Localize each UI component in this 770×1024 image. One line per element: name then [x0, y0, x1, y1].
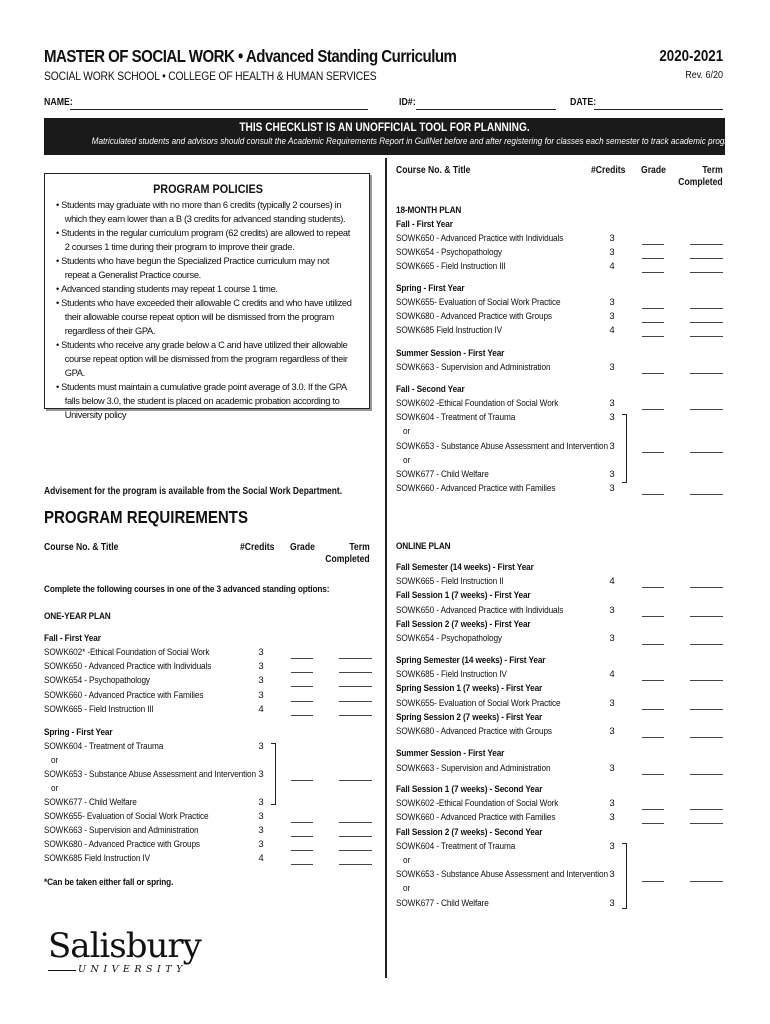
course-title: SOWK650 - Advanced Practice with Individuals: [396, 233, 564, 244]
course-title: SOWK663 - Supervision and Administration: [396, 763, 551, 774]
right-col-term: Term: [702, 165, 723, 176]
term-completed-blank[interactable]: [339, 672, 372, 673]
term-completed-blank[interactable]: [690, 452, 723, 453]
or-label: or: [51, 755, 59, 766]
grade-blank[interactable]: [642, 308, 664, 309]
grade-blank[interactable]: [642, 644, 664, 645]
course-title: SOWK665 - Field Instruction II: [396, 576, 504, 588]
course-title: SOWK685 Field Instruction IV: [44, 853, 150, 864]
term-heading: Spring Session 1 (7 weeks) - First Year: [396, 683, 543, 695]
term-completed-blank[interactable]: [690, 494, 723, 495]
term-completed-blank[interactable]: [690, 709, 723, 710]
left-col-completed: Completed: [325, 554, 370, 565]
revision-label: Rev. 6/20: [685, 70, 723, 81]
name-field[interactable]: [70, 109, 368, 110]
grade-blank[interactable]: [291, 701, 313, 702]
course-credits: 3: [609, 233, 615, 244]
course-credits: 4: [258, 853, 264, 864]
course-title: SOWK655- Evaluation of Social Work Practice: [396, 297, 561, 308]
logo-rule: [48, 970, 76, 971]
course-title: SOWK654 - Psychopathology: [44, 675, 150, 687]
term-completed-blank[interactable]: [690, 336, 723, 337]
term-completed-blank[interactable]: [339, 715, 372, 716]
document-title: MASTER OF SOCIAL WORK • Advanced Standing Curriculum: [44, 46, 457, 66]
course-credits: 3: [609, 247, 615, 258]
right-col-credits: #Credits: [591, 165, 626, 176]
term-completed-blank[interactable]: [690, 616, 723, 617]
policies-list: [55, 199, 361, 423]
course-title: SOWK653 - Substance Abuse Assessment and Intervention: [396, 869, 608, 881]
grade-blank[interactable]: [642, 680, 664, 681]
course-credits: 3: [609, 697, 615, 709]
term-completed-blank[interactable]: [690, 644, 723, 645]
policy-item: • Students who receive any grade below a C and have utilized their allowable course repeat option will be dismissed from the program regardless of their GPA.: [55, 339, 352, 381]
grade-blank[interactable]: [642, 373, 664, 374]
course-credits: 3: [609, 297, 615, 308]
course-credits: 4: [609, 325, 615, 336]
grade-blank[interactable]: [642, 322, 664, 323]
online-plan-title: ONLINE PLAN: [396, 541, 451, 552]
term-completed-blank[interactable]: [339, 850, 372, 851]
term-completed-blank[interactable]: [339, 864, 372, 865]
term-completed-blank[interactable]: [339, 701, 372, 702]
course-credits: 3: [609, 604, 615, 616]
footnote: *Can be taken either fall or spring.: [44, 877, 174, 888]
grade-blank[interactable]: [291, 822, 313, 823]
term-completed-blank[interactable]: [339, 686, 372, 687]
university-logo-sub: UNIVERSITY: [78, 964, 187, 975]
grade-blank[interactable]: [291, 780, 313, 781]
course-credits: 3: [609, 469, 615, 480]
course-credits: 3: [258, 675, 264, 687]
plan18-fall2-heading: Fall - Second Year: [396, 384, 465, 395]
id-label: ID#:: [399, 97, 416, 108]
date-label: DATE:: [570, 97, 597, 108]
term-heading: Spring Semester (14 weeks) - First Year: [396, 655, 546, 666]
grade-blank[interactable]: [642, 823, 664, 824]
course-credits: 4: [609, 261, 615, 272]
grade-blank[interactable]: [291, 658, 313, 659]
term-heading: Spring Session 2 (7 weeks) - First Year: [396, 711, 543, 723]
course-credits: 3: [258, 741, 264, 752]
or-label: or: [403, 454, 411, 466]
plan18-title: 18-MONTH PLAN: [396, 205, 462, 216]
or-label: or: [403, 855, 411, 866]
policy-item: • Students who have begun the Specialized Practice curriculum may not repeat a Generalist Practice course.: [55, 255, 352, 283]
term-completed-blank[interactable]: [690, 258, 723, 259]
right-col-grade: Grade: [641, 165, 666, 176]
grade-blank[interactable]: [642, 409, 664, 410]
course-credits: 3: [258, 839, 264, 850]
term-completed-blank[interactable]: [690, 308, 723, 309]
course-credits: 3: [258, 661, 264, 673]
id-field[interactable]: [416, 109, 556, 110]
term-heading: Fall Session 1 (7 weeks) - First Year: [396, 590, 531, 602]
grade-blank[interactable]: [291, 850, 313, 851]
term-completed-blank[interactable]: [690, 680, 723, 681]
grade-blank[interactable]: [642, 809, 664, 810]
left-col-course: Course No. & Title: [44, 542, 119, 553]
course-title: SOWK654 - Psychopathology: [396, 247, 502, 258]
or-label: or: [51, 783, 59, 794]
course-title: SOWK685 - Field Instruction IV: [396, 669, 507, 681]
column-divider: [385, 158, 387, 978]
grade-blank[interactable]: [642, 272, 664, 273]
course-credits: 3: [609, 362, 615, 373]
course-title: SOWK663 - Supervision and Administration: [44, 825, 199, 836]
term-completed-blank[interactable]: [690, 737, 723, 738]
term-completed-blank[interactable]: [690, 322, 723, 323]
advisement-note: Advisement for the program is available from the Social Work Department.: [44, 486, 343, 497]
left-col-grade: Grade: [290, 542, 315, 553]
grade-blank[interactable]: [642, 587, 664, 588]
course-title: SOWK677 - Child Welfare: [44, 797, 137, 808]
or-label: or: [403, 426, 411, 438]
course-title: SOWK650 - Advanced Practice with Individuals: [396, 604, 564, 616]
right-col-course: Course No. & Title: [396, 165, 471, 176]
course-title: SOWK602 -Ethical Foundation of Social Work: [396, 798, 559, 810]
grade-blank[interactable]: [642, 452, 664, 453]
course-credits: 4: [258, 703, 264, 715]
choice-bracket: [622, 414, 627, 483]
university-logo: Salisbury: [48, 926, 201, 966]
course-credits: 3: [609, 763, 615, 774]
left-col-term: Term: [349, 542, 370, 553]
term-completed-blank[interactable]: [690, 587, 723, 588]
course-title: SOWK604 - Treatment of Trauma: [44, 741, 164, 752]
course-title: SOWK677 - Child Welfare: [396, 469, 489, 480]
course-title: SOWK663 - Supervision and Administration: [396, 362, 551, 373]
course-credits: 3: [258, 689, 264, 701]
banner-note: Matriculated students and advisors should consult the Academic Requirements Report in GullNet before and after registering for classes each semester to track academic progress.: [91, 136, 743, 147]
online-summer-heading: Summer Session - First Year: [396, 748, 505, 759]
grade-blank[interactable]: [642, 616, 664, 617]
left-col-credits: #Credits: [240, 542, 275, 553]
term-completed-blank[interactable]: [690, 823, 723, 824]
course-title: SOWK660 - Advanced Practice with Families: [396, 483, 556, 495]
term-completed-blank[interactable]: [339, 780, 372, 781]
course-credits: 3: [609, 726, 615, 737]
plan18-summer1-heading: Summer Session - First Year: [396, 348, 505, 359]
course-title: SOWK677 - Child Welfare: [396, 897, 489, 909]
course-credits: 3: [258, 811, 264, 822]
course-title: SOWK665 - Field Instruction III: [44, 703, 154, 715]
grade-blank[interactable]: [642, 709, 664, 710]
course-title: SOWK602 -Ethical Foundation of Social Work: [396, 398, 559, 409]
course-credits: 3: [609, 633, 615, 644]
course-title: SOWK602* -Ethical Foundation of Social Work: [44, 647, 210, 658]
grade-blank[interactable]: [291, 836, 313, 837]
course-title: SOWK680 - Advanced Practice with Groups: [396, 311, 552, 322]
course-title: SOWK680 - Advanced Practice with Groups: [396, 726, 552, 737]
term-heading: Fall Session 2 (7 weeks) - First Year: [396, 618, 531, 630]
course-title: SOWK655- Evaluation of Social Work Practice: [396, 697, 561, 709]
term-completed-blank[interactable]: [690, 774, 723, 775]
term-completed-blank[interactable]: [339, 822, 372, 823]
course-credits: 3: [258, 769, 264, 780]
grade-blank[interactable]: [642, 494, 664, 495]
course-credits: 3: [609, 440, 615, 452]
right-col-completed: Completed: [678, 177, 723, 188]
course-credits: 3: [609, 897, 615, 909]
course-credits: 3: [609, 840, 615, 852]
course-title: SOWK653 - Substance Abuse Assessment and Intervention: [396, 440, 608, 452]
grade-blank[interactable]: [291, 864, 313, 865]
policy-item: • Students must maintain a cumulative grade point average of 3.0. If the GPA falls below 3.0, the student is placed on academic probation according to University policy: [55, 381, 352, 423]
policy-item: • Students who have exceeded their allowable C credits and who have utilized their allowable course repeat option will be dismissed from the program regardless of their GPA.: [55, 297, 352, 339]
term-completed-blank[interactable]: [339, 836, 372, 837]
policy-item: • Students in the regular curriculum program (62 credits) are allowed to repeat 2 courses 1 time during their program to improve their grade.: [55, 227, 352, 255]
course-credits: 3: [609, 483, 615, 495]
policy-item: • Students may graduate with no more than 6 credits (typically 2 courses) in which they earn lower than a B (3 credits for advanced standing students).: [55, 199, 352, 227]
one-year-spring-heading: Spring - First Year: [44, 727, 113, 738]
grade-blank[interactable]: [642, 881, 664, 882]
course-credits: 3: [258, 825, 264, 836]
or-label: or: [403, 883, 411, 895]
term-completed-blank[interactable]: [690, 881, 723, 882]
course-title: SOWK680 - Advanced Practice with Groups: [44, 839, 200, 850]
term-completed-blank[interactable]: [690, 409, 723, 410]
plan18-spring1-heading: Spring - First Year: [396, 283, 465, 294]
academic-year: 2020-2021: [659, 48, 723, 65]
policy-item: • Advanced standing students may repeat 1 course 1 time.: [55, 283, 352, 297]
course-credits: 3: [609, 412, 615, 424]
course-title: SOWK665 - Field Instruction III: [396, 261, 506, 272]
course-credits: 3: [258, 797, 264, 808]
requirements-instruction: Complete the following courses in one of the 3 advanced standing options:: [44, 584, 330, 595]
disclaimer-banner: [44, 118, 743, 155]
term-heading: Fall Semester (14 weeks) - First Year: [396, 562, 534, 573]
course-title: SOWK650 - Advanced Practice with Individuals: [44, 661, 212, 673]
program-policies-box: [44, 173, 370, 421]
grade-blank[interactable]: [642, 244, 664, 245]
course-credits: 3: [609, 798, 615, 810]
course-title: SOWK604 - Treatment of Trauma: [396, 840, 516, 852]
name-label: NAME:: [44, 97, 73, 108]
course-credits: 3: [609, 311, 615, 322]
term-heading: Fall Session 2 (7 weeks) - Second Year: [396, 826, 543, 838]
course-credits: 3: [609, 398, 615, 409]
plan18-fall1-heading: Fall - First Year: [396, 219, 453, 230]
date-field[interactable]: [594, 109, 723, 110]
course-credits: 3: [258, 647, 264, 658]
requirements-title: PROGRAM REQUIREMENTS: [44, 507, 249, 527]
course-credits: 4: [609, 576, 615, 588]
one-year-plan-title: ONE-YEAR PLAN: [44, 611, 111, 622]
one-year-fall-heading: Fall - First Year: [44, 633, 101, 644]
term-completed-blank[interactable]: [690, 373, 723, 374]
term-completed-blank[interactable]: [690, 272, 723, 273]
grade-blank[interactable]: [291, 715, 313, 716]
grade-blank[interactable]: [291, 672, 313, 673]
banner-headline: THIS CHECKLIST IS AN UNOFFICIAL TOOL FOR PLANNING.: [239, 122, 530, 134]
course-title: SOWK660 - Advanced Practice with Families: [396, 812, 556, 824]
policies-title: PROGRAM POLICIES: [153, 182, 263, 196]
grade-blank[interactable]: [642, 336, 664, 337]
course-title: SOWK654 - Psychopathology: [396, 633, 502, 644]
course-credits: 4: [609, 669, 615, 681]
course-title: SOWK653 - Substance Abuse Assessment and Intervention: [44, 769, 256, 780]
course-title: SOWK660 - Advanced Practice with Families: [44, 689, 204, 701]
course-credits: 3: [609, 869, 615, 881]
course-title: SOWK685 Field Instruction IV: [396, 325, 502, 336]
course-credits: 3: [609, 812, 615, 824]
term-completed-blank[interactable]: [690, 809, 723, 810]
grade-blank[interactable]: [642, 774, 664, 775]
course-title: SOWK655- Evaluation of Social Work Practice: [44, 811, 209, 822]
document-subtitle: SOCIAL WORK SCHOOL • COLLEGE OF HEALTH & HUMAN SERVICES: [44, 69, 377, 83]
term-completed-blank[interactable]: [690, 244, 723, 245]
course-title: SOWK604 - Treatment of Trauma: [396, 412, 516, 424]
term-completed-blank[interactable]: [339, 658, 372, 659]
grade-blank[interactable]: [642, 737, 664, 738]
grade-blank[interactable]: [642, 258, 664, 259]
grade-blank[interactable]: [291, 686, 313, 687]
choice-bracket: [271, 743, 276, 805]
choice-bracket: [622, 843, 627, 909]
term-heading: Fall Session 1 (7 weeks) - Second Year: [396, 784, 543, 795]
